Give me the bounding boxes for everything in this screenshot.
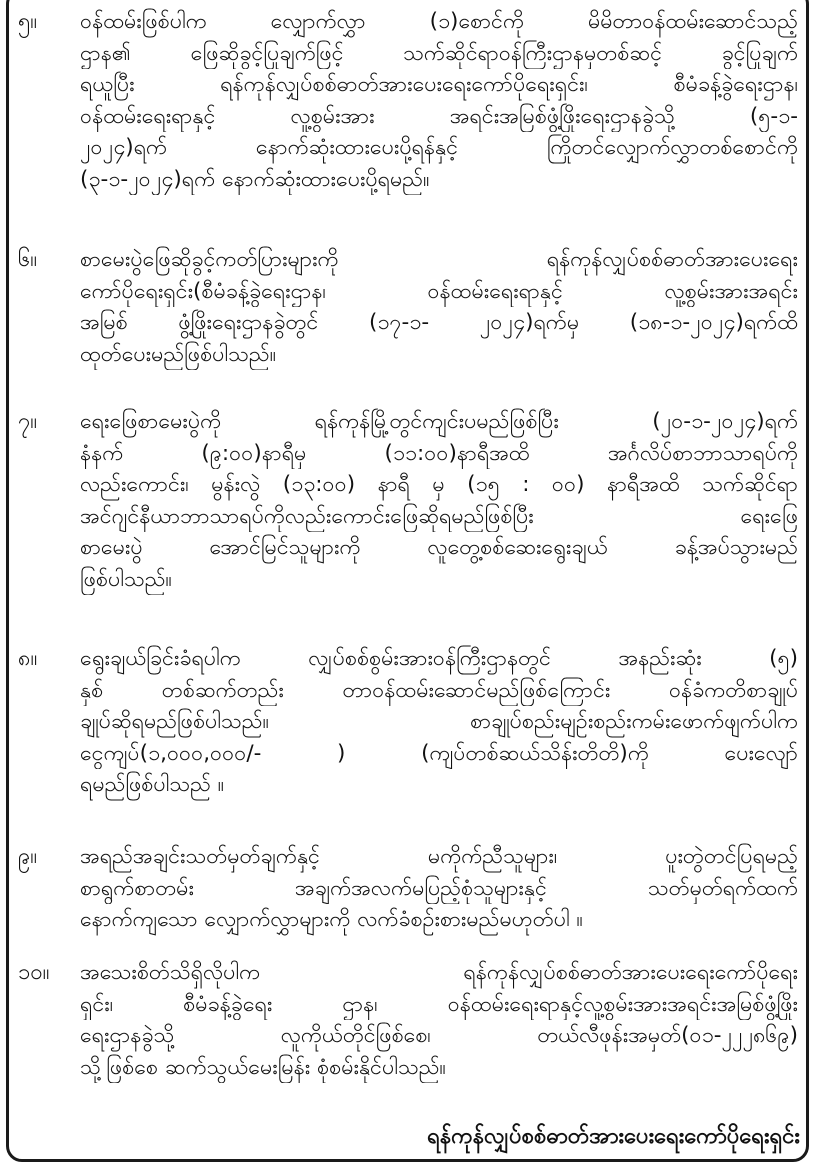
text-line: ဌာန၏ ဖြေဆိုခွင့်ပြုချက်ဖြင့် သက်ဆိုင်ရာဝန်ကြီးဌာနမှတစ်ဆင့် ခွင့်ပြုချက် [80,40,798,66]
text-line: ရွေးချယ်ခြင်းခံရပါက လျှပ်စစ်စွမ်းအားဝန်ကြီးဌာနတွင် အနည်းဆုံး (၅) [80,646,798,671]
text-line: စာမေးပွဲ အောင်မြင်သူများကို လူတွေ့စစ်ဆေးရွေးချယ် ခန့်အပ်သွားမည် [80,535,798,560]
text-line: ကော်ပိုရေးရှင်း(စီမံခန့်ခွဲရေးဌာန၊ ဝန်ထမ်းရေးရာနှင့် လူ့စွမ်းအားအရင်း [80,278,798,304]
clause-text [80,643,798,801]
text-line: အင်ဂျင်နီယာဘာသာရပ်ကိုလည်းကောင်းဖြေဆိုရမည်ဖြစ်ပြီး ရေးဖြေ [80,503,798,529]
text-line: နံနက် (၉:၀၀)နာရီမှ (၁၁:၀၀)နာရီအထိ အင်္ဂလိပ်စာဘာသာရပ်ကို [80,440,798,466]
text-line: ထုတ်ပေးမည်ဖြစ်ပါသည်။ [80,341,277,367]
text-line: ဖြစ်ပါသည်။ [80,566,173,592]
clause-text [80,6,798,195]
text-line: (၃-၁-၂၀၂၄)ရက် နောက်ဆုံးထားပေးပို့ရမည်။ [80,166,430,192]
clause-number: ၈။ [18,646,38,671]
text-line: ဝန်ထမ်းရေးရာနှင့် လူ့စွမ်းအား အရင်းအမြစ်ဖွံ့ဖြိုးရေးဌာနခွဲသို့ (၅-၁- [80,103,798,129]
text-line: ချုပ်ဆိုရမည်ဖြစ်ပါသည်။ စာချုပ်စည်းမျဉ်းစည်းကမ်းဖောက်ဖျက်ပါက [80,709,798,734]
clause-number: ၆။ [18,247,38,272]
text-line: သို့ဖြစ်စေ ဆက်သွယ်မေးမြန်း စုံစမ်းနိုင်ပါသည်။ [80,1054,447,1080]
text-line: နောက်ကျသော လျှောက်လွှာများကို လက်ခံစဉ်းစားမည်မဟုတ်ပါ ။ [80,907,584,932]
text-line: လည်းကောင်း၊ မွန်းလွဲ (၁၃:၀၀) နာရီ မှ (၁၅ : ၀၀) နာရီအထိ သက်ဆိုင်ရာ [80,472,798,497]
clause-number: ၁၀။ [18,960,50,985]
text-line: နှစ် တစ်ဆက်တည်း တာဝန်ထမ်းဆောင်မည်ဖြစ်ကြောင်း ဝန်ခံကတိစာချုပ် [80,677,798,703]
clause-text [80,957,798,1083]
clause-text [80,406,798,595]
text-line: ၂၀၂၄)ရက် နောက်ဆုံးထားပေးပို့ရန်နှင့် ကြိုတင်လျှောက်လွှာတစ်စောင်ကို [80,135,798,160]
text-line: ငွေကျပ်(၁,၀၀၀,၀၀၀/- ) (ကျပ်တစ်ဆယ်သိန်းတိတိ)ကို ပေးလျော် [80,740,798,766]
text-line: စာရွက်စာတမ်း အချက်အလက်မပြည့်စုံသူများနှင့် သတ်မှတ်ရက်ထက် [80,875,798,901]
text-line: အမြစ် ဖွံ့ဖြိုးရေးဌာနခွဲတွင် (၁၇-၁- ၂၀၂၄)ရက်မှ (၁၈-၁-၂၀၂၄)ရက်ထိ [80,310,798,335]
text-line: အရည်အချင်းသတ်မှတ်ချက်နှင့် မကိုက်ညီသူများ၊ ပူးတွဲတင်ပြရမည့် [80,844,798,869]
text-line: ရယူပြီး ရန်ကုန်လျှပ်စစ်ဓာတ်အားပေးရေးကော်ပိုရေးရှင်း၊ စီမံခန့်ခွဲရေးဌာန၊ [80,72,798,97]
text-line: ရမည်ဖြစ်ပါသည် ။ [80,772,225,797]
clause-text [80,244,798,370]
clause-number: ၉။ [18,844,38,869]
text-line: စာမေးပွဲဖြေဆိုခွင့်ကတ်ပြားများကို ရန်ကုန်လျှပ်စစ်ဓာတ်အားပေးရေး [80,247,798,272]
text-line: ရှင်း၊ စီမံခန့်ခွဲရေး ဌာန၊ ဝန်ထမ်းရေးရာနှင့်လူ့စွမ်းအားအရင်းအမြစ်ဖွံ့ဖြိုး [80,991,798,1017]
text-line: ဝန်ထမ်းဖြစ်ပါက လျှောက်လွှာ (၁)စောင်ကို မိမိတာဝန်ထမ်းဆောင်သည့် [80,9,798,34]
text-line: ရေးဖြေစာမေးပွဲကို ရန်ကုန်မြို့တွင်ကျင်းပမည်ဖြစ်ပြီး (၂၀-၁-၂၀၂၄)ရက် [80,409,798,434]
issuer-signature: ရန်ကုန်လျှပ်စစ်ဓာတ်အားပေးရေးကော်ပိုရေးရှင်း [427,1124,800,1149]
clause-text [80,841,798,936]
clause-number: ၇။ [18,409,38,434]
clause-number: ၅။ [18,9,38,34]
text-line: အသေးစိတ်သိရှိလိုပါက ရန်ကုန်လျှပ်စစ်ဓာတ်အားပေးရေးကော်ပိုရေး [80,960,798,985]
text-line: ရေးဌာနခွဲသို့ လူကိုယ်တိုင်ဖြစ်စေ၊ တယ်လီဖုန်းအမှတ်(၀၁-၂၂၂၈၆၉) [80,1023,798,1048]
